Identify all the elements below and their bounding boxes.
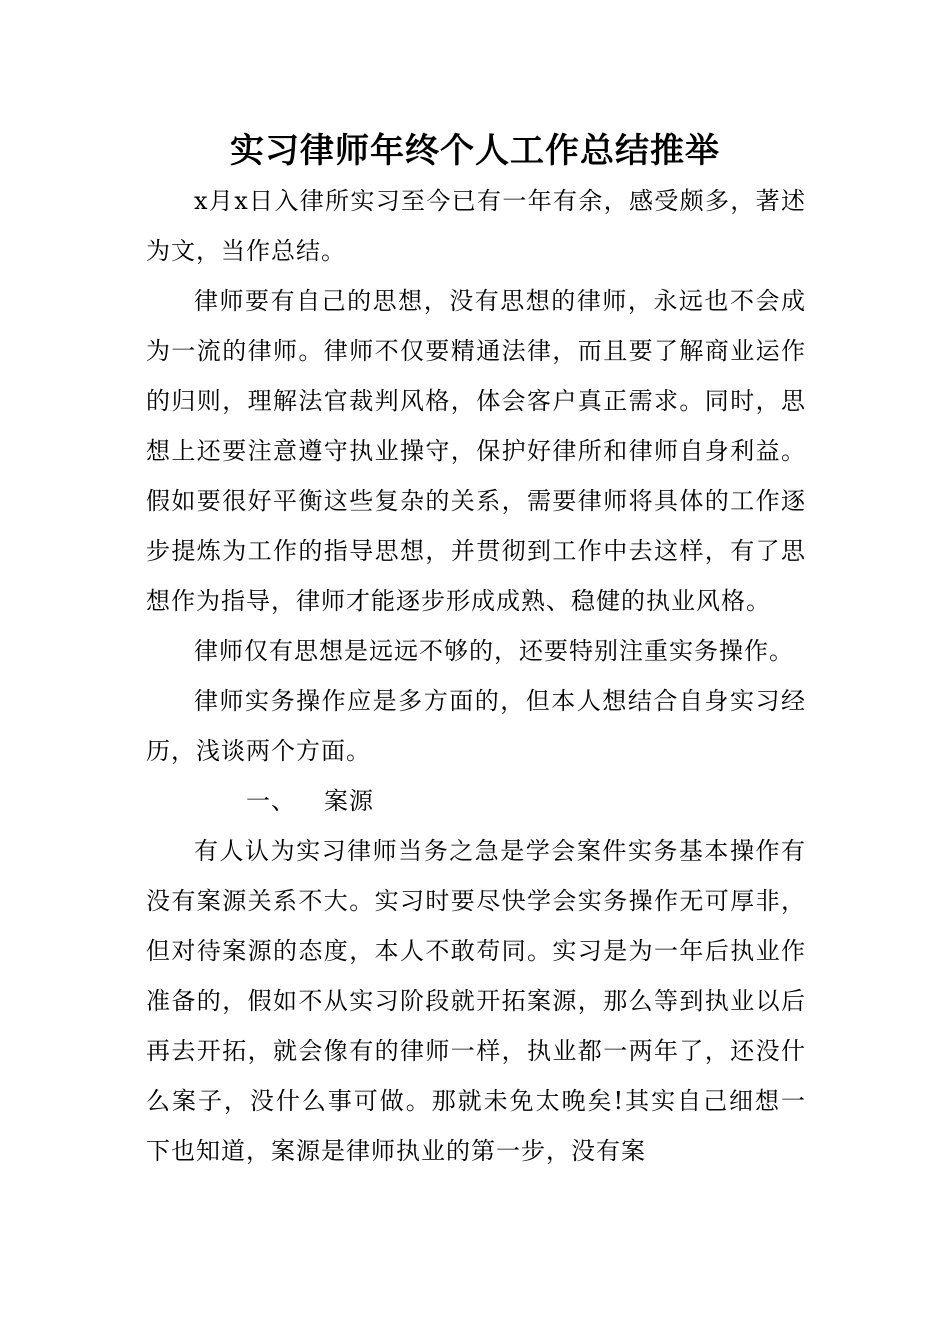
section-heading-1: [146, 776, 806, 826]
paragraph-1: x月x日入律所实习至今已有一年有余，感受颇多，著述为文，当作总结。: [146, 187, 806, 265]
paragraph-4: 律师实务操作应是多方面的，但本人想结合自身实习经历，浅谈两个方面。: [146, 687, 806, 765]
paragraph-5: 有人认为实习律师当务之急是学会案件实务基本操作有没有案源关系不大。实习时要尽快学会实务操作无可厚非，但对待案源的态度，本人不敢苟同。实习是为一年后执业作准备的，假如不从实习阶段就开拓案源，那么等到执业以后再去开拓，就会像有的律师一样，执业都一两年了，还没什么案子，没什么事可做。那就未免太晚矣!其实自己细想一下也知道，案源是律师执业的第一步，没有案: [146, 837, 806, 1165]
paragraph-3: 律师仅有思想是远远不够的，还要特别注重实务操作。: [194, 637, 794, 665]
document-body: [146, 176, 806, 1176]
document-title: 实习律师年终个人工作总结推举: [230, 131, 720, 171]
section-label: 案源: [324, 787, 374, 815]
section-number: 一、: [246, 787, 296, 815]
paragraph-2: 律师要有自己的思想，没有思想的律师，永远也不会成为一流的律师。律师不仅要精通法律，而且要了解商业运作的归则，理解法官裁判风格，体会客户真正需求。同时，思想上还要注意遵守执业操守，保护好律所和律师自身利益。假如要很好平衡这些复杂的关系，需要律师将具体的工作逐步提炼为工作的指导思想，并贯彻到工作中去这样，有了思想作为指导，律师才能逐步形成成熟、稳健的执业风格。: [146, 287, 806, 615]
